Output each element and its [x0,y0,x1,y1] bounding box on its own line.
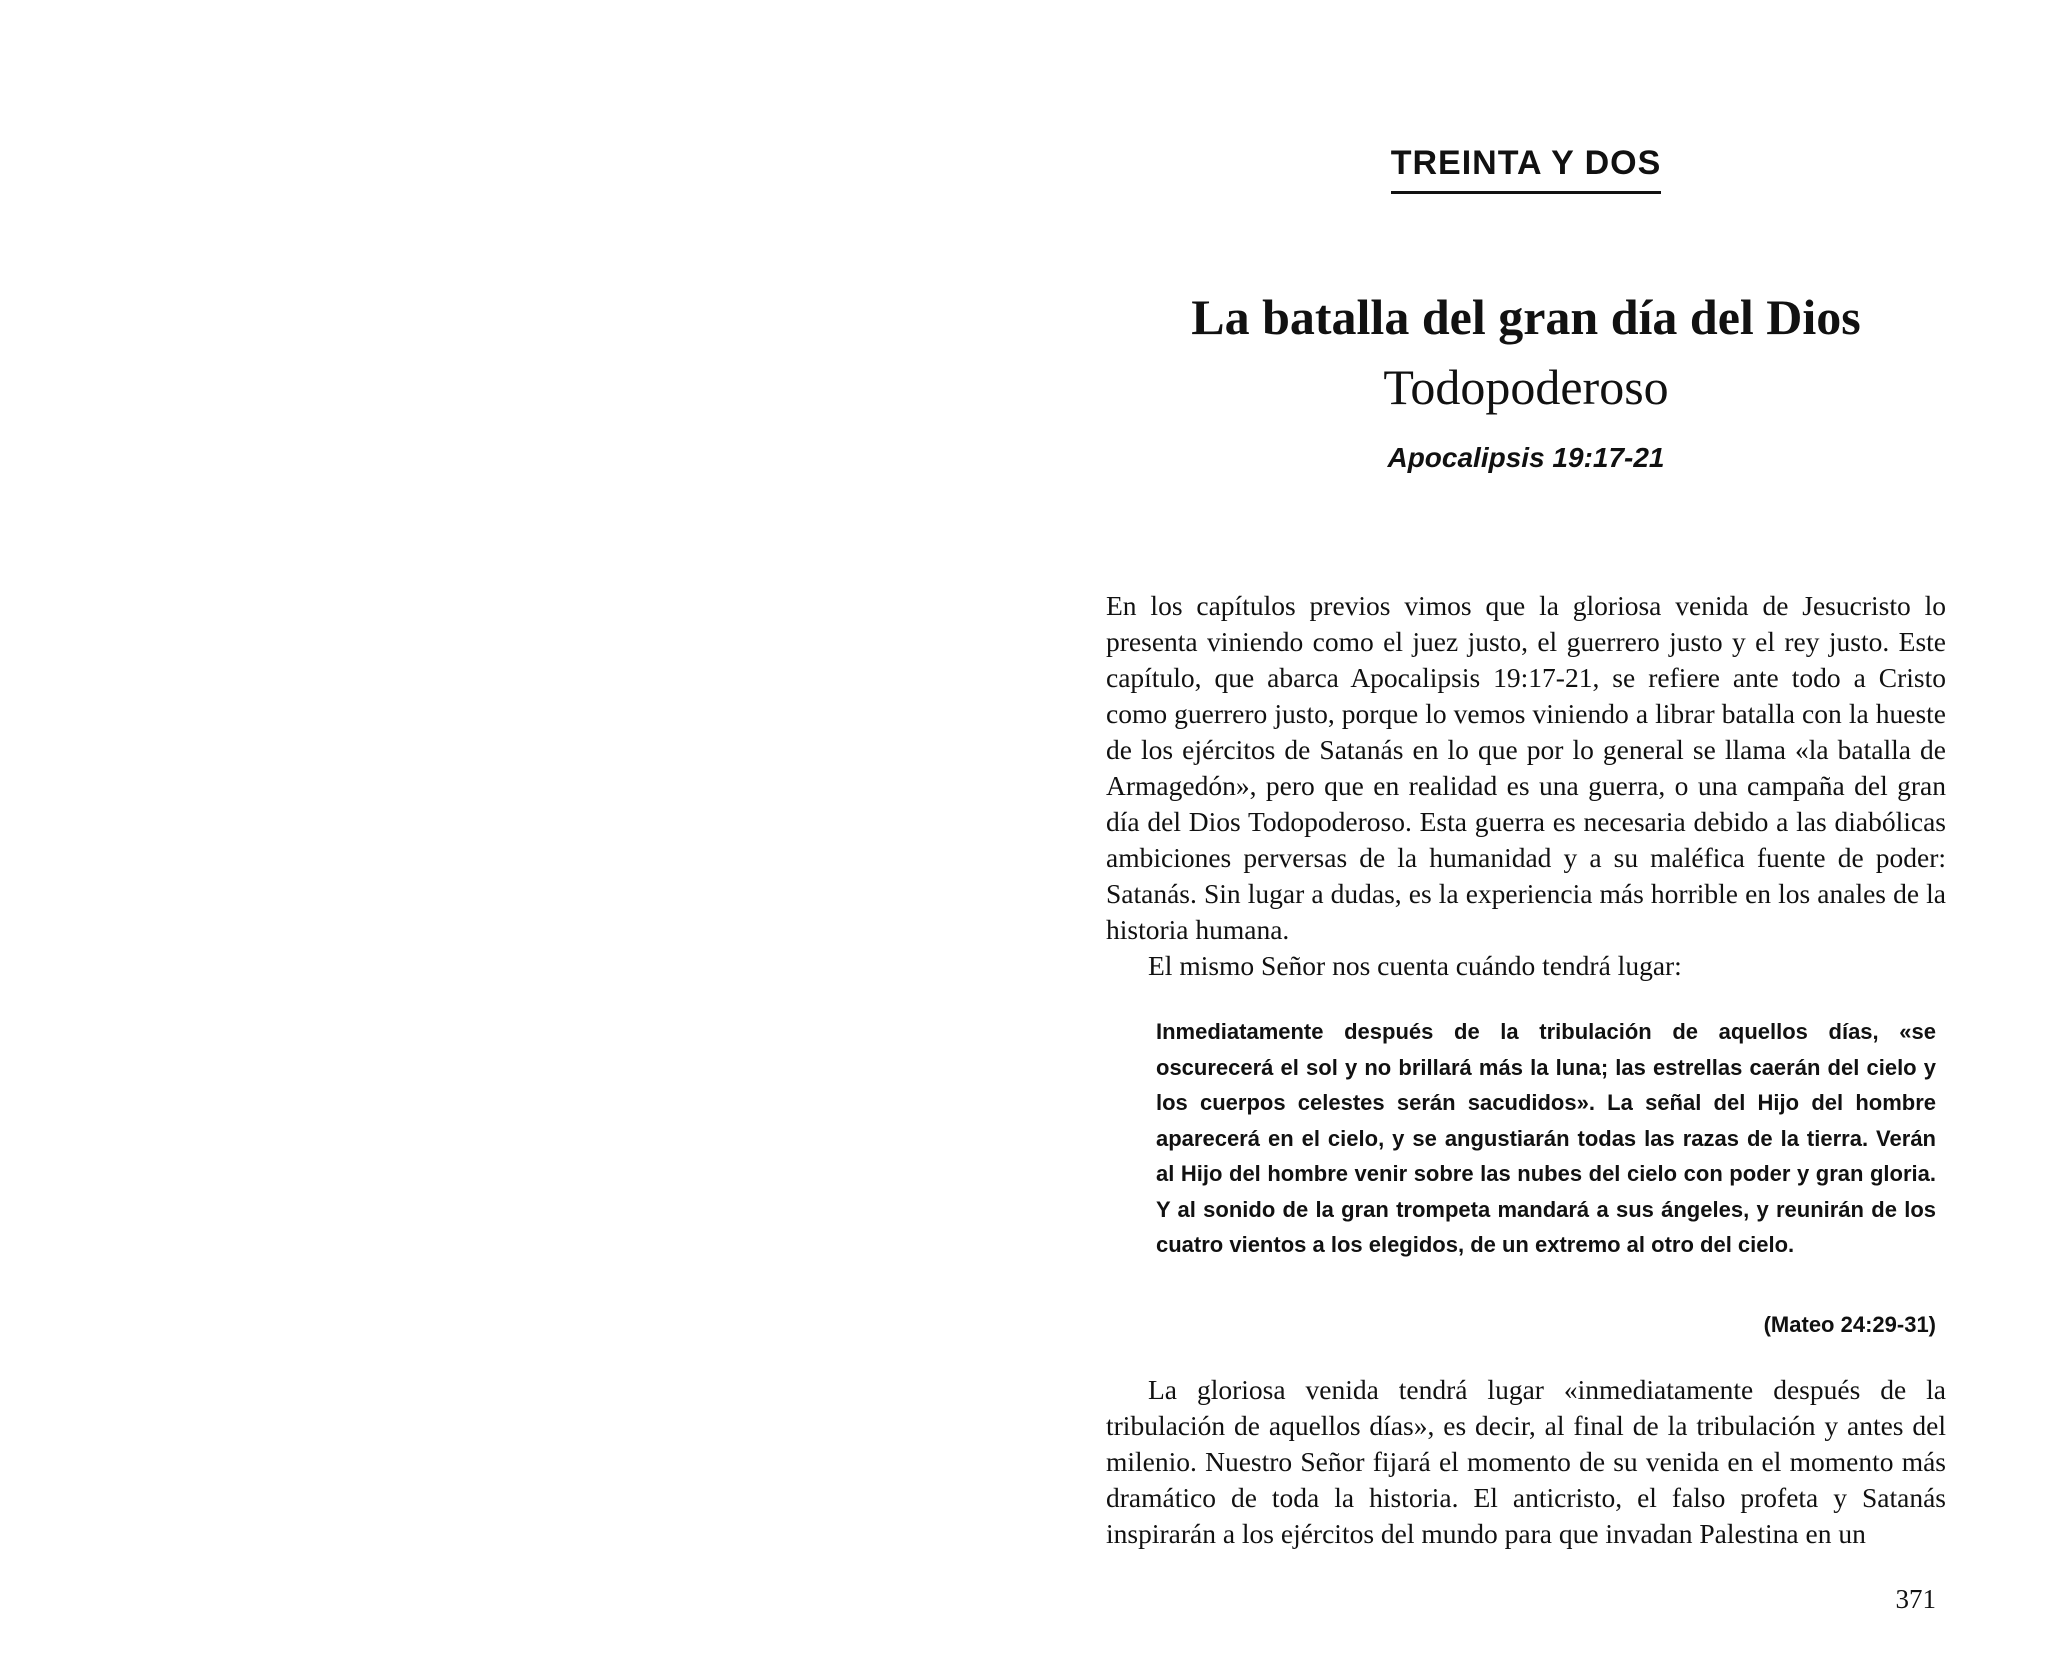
chapter-label [1106,144,1946,194]
body-paragraph-1: En los capítulos previos vimos que la gloriosa venida de Jesucristo lo presenta viniendo como el juez justo, el guerrero justo y el rey justo. Este capítulo, que abarca Apocalipsis 19:17-21, se refiere ante todo a Cristo como guerrero justo, porque lo vemos viniendo a librar batalla con la hueste de los ejércitos de Satanás en lo que por lo general se llama «la batalla de Armagedón», pero que en realidad es una guerra, o una campaña del gran día del Dios Todopoderoso. Esta guerra es necesaria debido a las diabólicas ambiciones perversas de la humanidad y a su maléfica fuente de poder: Satanás. Sin lugar a dudas, es la experiencia más horrible en los anales de la historia humana. [1106,590,1946,945]
quote-citation: (Mateo 24:29-31) [1763,1312,1936,1337]
chapter-title-line2: Todopoderoso [1383,359,1669,415]
book-page [1106,0,1946,1677]
chapter-label-text: TREINTA Y DOS [1391,144,1662,194]
scripture-reference: Apocalipsis 19:17-21 [1387,442,1665,473]
block-quote: Inmediatamente después de la tribulación de aquellos días, «se oscurecerá el sol y no brillará más la luna; las estrellas caerán del cielo y los cuerpos celestes serán sacudidos». La señal del Hijo del hombre aparecerá en el cielo, y se angustiarán todas las razas de la tierra. Verán al Hijo del hombre venir sobre las nubes del cielo con poder y gran gloria. Y al sonido de la gran trompeta mandará a sus ángeles, y reunirán de los cuatro vientos a los elegidos, de un extremo al otro del cielo. [1156,1019,1936,1257]
page-number: 371 [1895,1584,1936,1614]
chapter-title-line1: La batalla del gran día del Dios [1191,289,1861,345]
body-paragraph-2: El mismo Señor nos cuenta cuándo tendrá lugar: [1148,950,1682,981]
body-paragraph-3: La gloriosa venida tendrá lugar «inmediatamente después de la tribulación de aquellos días», es decir, al final de la tribulación y antes del milenio. Nuestro Señor fijará el momento de su venida en el momento más dramático de toda la historia. El anticristo, el falso profeta y Satanás inspirarán a los ejércitos del mundo para que invadan Palestina en un [1106,1374,1946,1549]
chapter-title [1106,282,1946,422]
